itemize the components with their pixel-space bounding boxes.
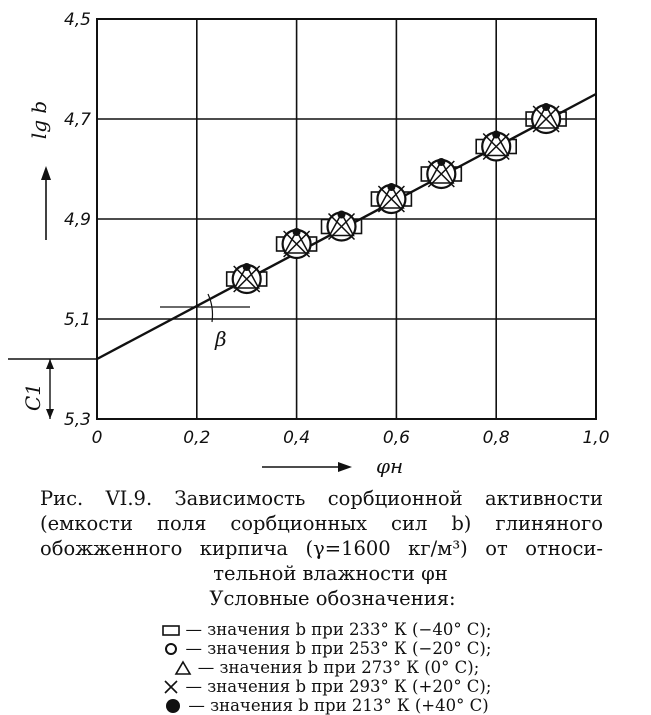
- point-cluster: [476, 131, 516, 161]
- y-axis-arrowhead: [41, 166, 51, 180]
- circle-icon: [160, 641, 182, 657]
- caption-line-4: тельной влажности φн: [213, 562, 448, 585]
- y-tick-label: 4,5: [63, 10, 91, 30]
- dot-marker: [338, 211, 346, 219]
- y-tick-label: 5,3: [63, 410, 91, 430]
- point-cluster: [277, 228, 317, 258]
- x-tick-label: 0,8: [482, 428, 510, 448]
- dot-marker: [293, 228, 301, 236]
- legend: [0, 620, 651, 715]
- y-axis-label: lg b: [27, 100, 51, 140]
- legend-item-circle: [0, 639, 651, 658]
- figure-caption: [0, 486, 651, 611]
- square-icon: [160, 622, 182, 638]
- legend-item-cross: [0, 677, 651, 696]
- legend-title: Условные обозначения:: [209, 587, 456, 610]
- dot-marker: [492, 131, 500, 139]
- legend-text: — значения b при 213° К (+40° С): [188, 696, 489, 715]
- legend-item-triangle: [0, 658, 651, 677]
- legend-text: — значения b при 293° К (+20° С);: [185, 677, 492, 696]
- x-tick-label: 0,4: [283, 428, 311, 448]
- intercept-arrowhead: [46, 359, 54, 369]
- legend-text: — значения b при 273° К (0° С);: [197, 658, 480, 677]
- y-tick-label: 4,7: [63, 110, 91, 130]
- y-tick-label: 5,1: [63, 310, 91, 330]
- intercept-arrowhead: [46, 409, 54, 419]
- dot-marker: [437, 158, 445, 166]
- x-tick-label: 0: [91, 428, 103, 448]
- triangle-icon: [172, 660, 194, 676]
- legend-text: — значения b при 253° К (−20° С);: [185, 639, 492, 658]
- angle-label: β: [215, 327, 227, 351]
- point-cluster: [371, 183, 411, 213]
- x-tick-label: 0,2: [183, 428, 211, 448]
- caption-line-3: обожженного кирпича (γ=1600 кг/м³) от относи-: [40, 537, 603, 560]
- caption-line-1: Рис. VI.9. Зависимость сорбционной активности: [40, 487, 603, 510]
- dot-marker: [387, 183, 395, 191]
- point-cluster: [227, 263, 267, 293]
- intercept-label: C1: [21, 382, 45, 412]
- filled-circle-icon: [162, 698, 184, 714]
- x-axis-arrowhead: [338, 462, 352, 472]
- legend-item-dot: [0, 696, 651, 715]
- legend-text: — значения b при 233° К (−40° С);: [185, 620, 492, 639]
- dot-marker: [542, 103, 550, 111]
- x-axis-label: φн: [376, 454, 404, 478]
- y-tick-label: 4,9: [63, 210, 91, 230]
- x-tick-label: 0,6: [382, 428, 410, 448]
- caption-line-2: (емкости поля сорбционных сил b) глиняного: [40, 512, 603, 535]
- cross-icon: [160, 679, 182, 695]
- dot-marker: [243, 263, 251, 271]
- legend-item-square: [0, 620, 651, 639]
- x-tick-label: 1,0: [582, 428, 610, 448]
